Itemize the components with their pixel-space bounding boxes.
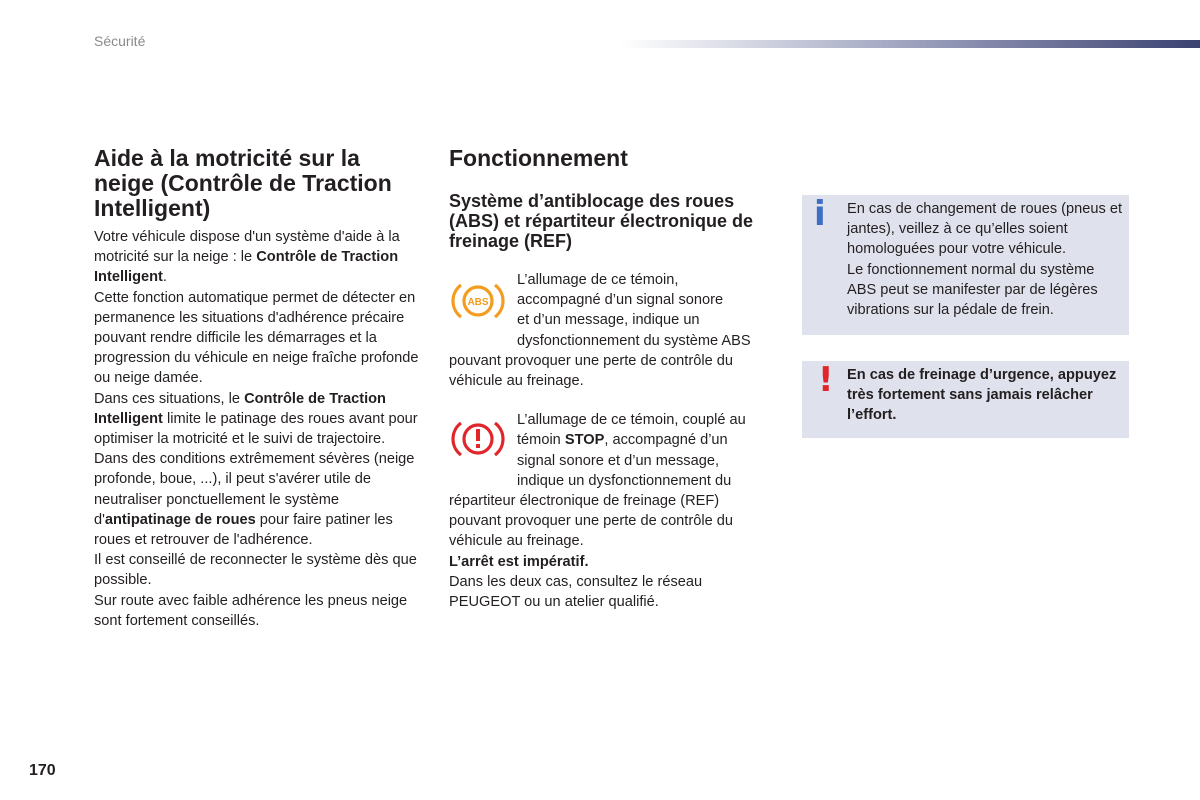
header-gradient-bar: [620, 40, 1200, 48]
abs-text-line-3: et d’un message, indique un: [517, 312, 700, 329]
abs-warning-icon: [449, 276, 507, 324]
middle-column: [449, 145, 769, 612]
paragraph-function: Cette fonction automatique permet de détecter en permanence les situations d'adhérence précaire pouvant rendre difficile les démarrages et la progression du véhicule en neige fraîche profonde ou neige damée.: [94, 289, 419, 387]
stop-text-line-1: L’allumage de ce témoin, couplé au: [517, 412, 746, 429]
info-icon: i: [814, 194, 826, 234]
section-heading: Fonctionnement: [449, 145, 628, 171]
brake-warning-icon: [449, 414, 507, 462]
left-column-body: [94, 227, 424, 631]
page-title: Aide à la motricité sur la neige (Contrôle de Traction Intelligent): [94, 145, 392, 221]
stop-warning-block: [449, 410, 769, 612]
section-label: Sécurité: [94, 33, 146, 49]
abs-text-rest: pouvant provoquer une perte de contrôle du véhicule au freinage.: [449, 352, 733, 390]
abs-text-line-4: dysfonctionnement du système ABS: [517, 332, 751, 349]
info-note-text-2: Le fonctionnement normal du système ABS peut se manifester par de légères vibrations sur la pédale de frein.: [847, 261, 1098, 319]
abs-icon-label: ABS: [467, 297, 489, 308]
sub-heading: Système d’antiblocage des roues (ABS) et répartiteur électronique de freinage (REF): [449, 191, 754, 251]
warning-note: [802, 361, 1129, 438]
paragraph-severe-conditions: Dans des conditions extrêmement sévères (neige profonde, boue, ...), il peut s'avérer utile de neutraliser ponctuellement le système d'antipatinage de roues pour faire patiner les roues et retrouver de l'adhérence.: [94, 451, 415, 549]
info-note-text-1: En cas de changement de roues (pneus et jantes), veillez à ce qu’elles soient homologuées pour votre véhicule.: [847, 201, 1123, 258]
abs-text-line-2: accompagné d’un signal sonore: [517, 292, 724, 309]
abs-warning-block: [449, 270, 769, 391]
warning-note-body: En cas de freinage d’urgence, appuyez très fortement sans jamais relâcher l’effort.: [847, 367, 1117, 424]
abs-text-line-1: L’allumage de ce témoin,: [517, 272, 679, 288]
paragraph-snow-tyres: Sur route avec faible adhérence les pneus neige sont fortement conseillés.: [94, 592, 408, 629]
left-column: [94, 146, 424, 631]
warning-note-text: [847, 365, 1125, 426]
paragraph-reconnect: Il est conseillé de reconnecter le système dès que possible.: [94, 552, 417, 589]
page-number: 170: [29, 762, 56, 779]
info-note-text: [847, 199, 1125, 320]
stop-final-text: Dans les deux cas, consultez le réseau PEUGEOT ou un atelier qualifié.: [449, 573, 703, 611]
stop-text-line-3: signal sonore et d’un message,: [517, 452, 720, 469]
stop-text-line-4: indique un dysfonctionnement du: [517, 472, 732, 489]
exclamation-icon: !: [818, 360, 834, 400]
stop-text-rest: répartiteur électronique de freinage (REF) pouvant provoquer une perte de contrôle du véhicule au freinage.: [449, 493, 733, 550]
info-note: [802, 195, 1129, 335]
paragraph-intro: Votre véhicule dispose d'un système d'aide à la motricité sur la neige : le Contrôle de Traction Intelligent.: [94, 229, 400, 286]
paragraph-situations: Dans ces situations, le Contrôle de Traction Intelligent limite le patinage des roues avant pour optimiser la motricité et le suivi de trajectoire.: [94, 390, 418, 448]
stop-mandatory-text: L’arrêt est impératif.: [449, 553, 589, 570]
stop-text-line-2: témoin STOP, accompagné d’un: [517, 432, 728, 449]
